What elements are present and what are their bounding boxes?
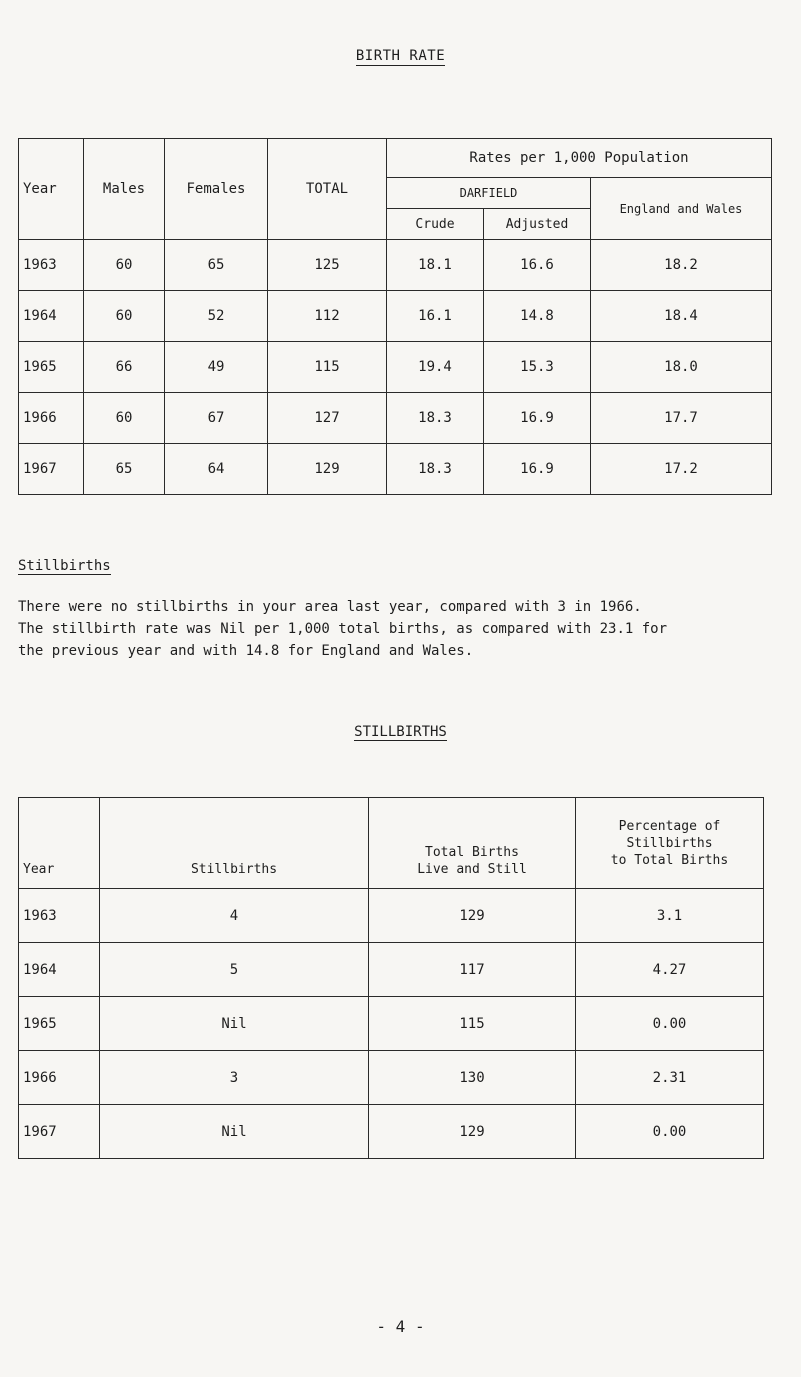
cell-crude: 19.4 xyxy=(387,342,484,393)
page-title xyxy=(0,48,801,64)
cell-adjusted: 16.9 xyxy=(484,393,591,444)
cell-adjusted: 16.9 xyxy=(484,444,591,495)
cell-crude: 18.1 xyxy=(387,240,484,291)
col-header-females: Females xyxy=(165,139,268,240)
stillbirths-caption-text: STILLBIRTHS xyxy=(354,724,447,740)
col-header-england-wales: England and Wales xyxy=(591,178,772,240)
table-row xyxy=(19,889,764,943)
table-row xyxy=(19,997,764,1051)
cell-males: 60 xyxy=(84,393,165,444)
birth-rate-table xyxy=(18,138,772,495)
paragraph-line: There were no stillbirths in your area last year, compared with 3 in 1966. xyxy=(18,599,642,615)
table-row xyxy=(19,291,772,342)
total-births-line: Live and Still xyxy=(417,862,527,877)
cell-year: 1964 xyxy=(19,291,84,342)
cell-percentage: 0.00 xyxy=(576,997,764,1051)
cell-year: 1966 xyxy=(19,393,84,444)
cell-year: 1964 xyxy=(19,943,100,997)
cell-year: 1963 xyxy=(19,889,100,943)
cell-stillbirths: Nil xyxy=(100,997,369,1051)
total-births-line: Total Births xyxy=(425,845,519,860)
cell-total-births: 129 xyxy=(369,889,576,943)
col-header-year: Year xyxy=(19,798,100,889)
cell-females: 65 xyxy=(165,240,268,291)
percentage-line: Stillbirths xyxy=(626,835,713,851)
cell-percentage: 4.27 xyxy=(576,943,764,997)
col-header-rates-group: Rates per 1,000 Population xyxy=(387,139,772,178)
stillbirths-heading: Stillbirths xyxy=(18,558,111,574)
page-title-text: BIRTH RATE xyxy=(355,48,446,64)
col-header-total-births xyxy=(369,798,576,889)
cell-total: 112 xyxy=(268,291,387,342)
stillbirths-paragraph xyxy=(18,596,788,662)
cell-year: 1967 xyxy=(19,1105,100,1159)
cell-females: 49 xyxy=(165,342,268,393)
cell-total: 129 xyxy=(268,444,387,495)
cell-total: 125 xyxy=(268,240,387,291)
cell-stillbirths: 5 xyxy=(100,943,369,997)
cell-crude: 18.3 xyxy=(387,444,484,495)
cell-year: 1965 xyxy=(19,342,84,393)
cell-females: 67 xyxy=(165,393,268,444)
cell-total-births: 117 xyxy=(369,943,576,997)
col-header-year: Year xyxy=(19,139,84,240)
cell-males: 60 xyxy=(84,240,165,291)
cell-stillbirths: 4 xyxy=(100,889,369,943)
stillbirths-table-caption xyxy=(0,724,801,740)
cell-england-wales: 17.7 xyxy=(591,393,772,444)
cell-year: 1966 xyxy=(19,1051,100,1105)
cell-males: 66 xyxy=(84,342,165,393)
cell-percentage: 3.1 xyxy=(576,889,764,943)
cell-females: 52 xyxy=(165,291,268,342)
paragraph-line: The stillbirth rate was Nil per 1,000 total births, as compared with 23.1 for xyxy=(18,621,668,637)
col-header-males: Males xyxy=(84,139,165,240)
cell-england-wales: 18.0 xyxy=(591,342,772,393)
cell-stillbirths: 3 xyxy=(100,1051,369,1105)
percentage-line: to Total Births xyxy=(610,852,729,868)
col-header-percentage xyxy=(576,798,764,889)
table-row xyxy=(19,444,772,495)
cell-total-births: 115 xyxy=(369,997,576,1051)
cell-adjusted: 14.8 xyxy=(484,291,591,342)
table-row xyxy=(19,1051,764,1105)
page-number: - 4 - xyxy=(376,1317,425,1336)
percentage-line: Percentage of xyxy=(618,818,721,834)
cell-males: 65 xyxy=(84,444,165,495)
cell-total-births: 129 xyxy=(369,1105,576,1159)
cell-year: 1965 xyxy=(19,997,100,1051)
cell-stillbirths: Nil xyxy=(100,1105,369,1159)
cell-england-wales: 18.4 xyxy=(591,291,772,342)
cell-percentage: 0.00 xyxy=(576,1105,764,1159)
cell-percentage: 2.31 xyxy=(576,1051,764,1105)
col-header-total: TOTAL xyxy=(268,139,387,240)
table-row xyxy=(19,393,772,444)
cell-total: 115 xyxy=(268,342,387,393)
cell-males: 60 xyxy=(84,291,165,342)
table-row xyxy=(19,943,764,997)
table-row xyxy=(19,240,772,291)
col-header-crude: Crude xyxy=(387,209,484,240)
col-header-adjusted: Adjusted xyxy=(484,209,591,240)
paragraph-line: the previous year and with 14.8 for England and Wales. xyxy=(18,643,474,659)
cell-crude: 18.3 xyxy=(387,393,484,444)
cell-year: 1963 xyxy=(19,240,84,291)
cell-total: 127 xyxy=(268,393,387,444)
table-row xyxy=(19,342,772,393)
cell-females: 64 xyxy=(165,444,268,495)
col-header-darfield: DARFIELD xyxy=(387,178,591,209)
cell-england-wales: 18.2 xyxy=(591,240,772,291)
cell-crude: 16.1 xyxy=(387,291,484,342)
cell-year: 1967 xyxy=(19,444,84,495)
cell-england-wales: 17.2 xyxy=(591,444,772,495)
cell-adjusted: 16.6 xyxy=(484,240,591,291)
cell-total-births: 130 xyxy=(369,1051,576,1105)
cell-adjusted: 15.3 xyxy=(484,342,591,393)
table-row xyxy=(19,1105,764,1159)
stillbirths-table xyxy=(18,797,764,1159)
col-header-stillbirths: Stillbirths xyxy=(100,798,369,889)
